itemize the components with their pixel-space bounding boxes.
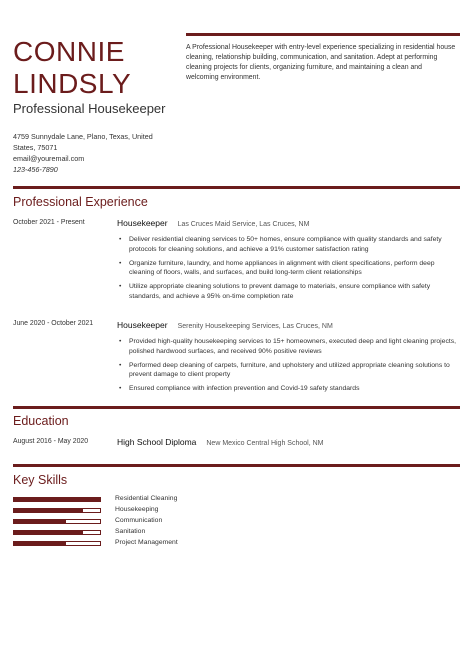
job-2-company: Serenity Housekeeping Services, Las Cruces, NM [177, 323, 333, 330]
education-degree: High School Diploma [117, 437, 197, 447]
skill-label: Communication [115, 517, 163, 524]
list-item: • Deliver residential cleaning services to 50+ homes, ensure compliance with quality standards and safety protocols for cleaning solutions, and achieve a 91% customer satisfaction rating [117, 235, 460, 255]
skill-row [13, 528, 313, 538]
list-item: • Organize furniture, laundry, and home appliances in alignment with client specifications, perform deep cleaning of floors, walls, and surfaces, and build long-term client relationships [117, 259, 460, 279]
job-2-role: Housekeeper [117, 320, 168, 330]
list-item: • Ensured compliance with infection prevention and Covid-19 safety standards [117, 384, 460, 394]
job-2-header [117, 320, 333, 330]
phone[interactable]: 123-456-7890 [13, 165, 58, 174]
skill-label: Project Management [115, 539, 178, 546]
job-title: Professional Housekeeper [13, 101, 166, 116]
education-heading: Education [13, 414, 69, 428]
skill-label: Residential Cleaning [115, 495, 178, 502]
skill-level-fill [14, 542, 66, 545]
skills-heading: Key Skills [13, 473, 68, 487]
address-line2: States, 75071 [13, 143, 58, 152]
skill-level-bar [13, 530, 101, 535]
address-line1: 4759 Sunnydale Lane, Plano, Texas, United [13, 132, 153, 141]
skill-label: Housekeeping [115, 506, 159, 513]
skill-level-bar [13, 541, 101, 546]
skill-level-fill [14, 509, 83, 512]
job-1-header [117, 218, 309, 228]
job-1-role: Housekeeper [117, 218, 168, 228]
skill-level-bar [13, 497, 101, 502]
education-dates: August 2016 - May 2020 [13, 438, 89, 445]
skill-row [13, 506, 313, 516]
list-item: • Provided high-quality housekeeping services to 15+ homeowners, executed deep and light cleaning projects, polished hardwood surfaces, and received 90% positive reviews [117, 337, 460, 357]
candidate-name [13, 36, 131, 100]
last-name: LINDSLY [13, 68, 132, 99]
experience-rule [13, 186, 460, 189]
job-1-bullets [117, 235, 460, 306]
skill-row [13, 495, 313, 505]
skill-level-fill [14, 498, 100, 501]
education-rule [13, 406, 460, 409]
skills-rule [13, 464, 460, 467]
list-item: • Performed deep cleaning of carpets, furniture, and upholstery and utilized appropriate cleaning solutions to prevent damage to client property [117, 361, 460, 381]
job-1-dates: October 2021 - Present [13, 219, 85, 226]
education-entry [117, 437, 323, 447]
job-1-company: Las Cruces Maid Service, Las Cruces, NM [177, 221, 310, 228]
skill-level-fill [14, 531, 83, 534]
summary-text: A Professional Housekeeper with entry-level experience specializing in residential house cleaning, relationship building, communication, and sanitation. Adept at performing cleaning projects for clients, organizing furniture, and maintaining a clean and welcoming environment. [186, 44, 456, 81]
skill-label: Sanitation [115, 528, 146, 535]
email[interactable]: email@youremail.com [13, 154, 85, 163]
experience-heading: Professional Experience [13, 195, 148, 209]
skill-row [13, 517, 313, 527]
skill-level-bar [13, 519, 101, 524]
contact-info [13, 131, 173, 175]
job-2-bullets [117, 337, 460, 398]
summary-top-rule [186, 33, 460, 36]
skill-level-bar [13, 508, 101, 513]
first-name: CONNIE [13, 36, 125, 67]
education-school: New Mexico Central High School, NM [206, 440, 324, 447]
list-item: • Utilize appropriate cleaning solutions to prevent damage to materials, ensure compliance with safety standards, and achieve a 95% on-time completion rate [117, 282, 460, 302]
job-2-dates: June 2020 - October 2021 [13, 320, 94, 327]
skill-row [13, 539, 313, 549]
skill-level-fill [14, 520, 66, 523]
